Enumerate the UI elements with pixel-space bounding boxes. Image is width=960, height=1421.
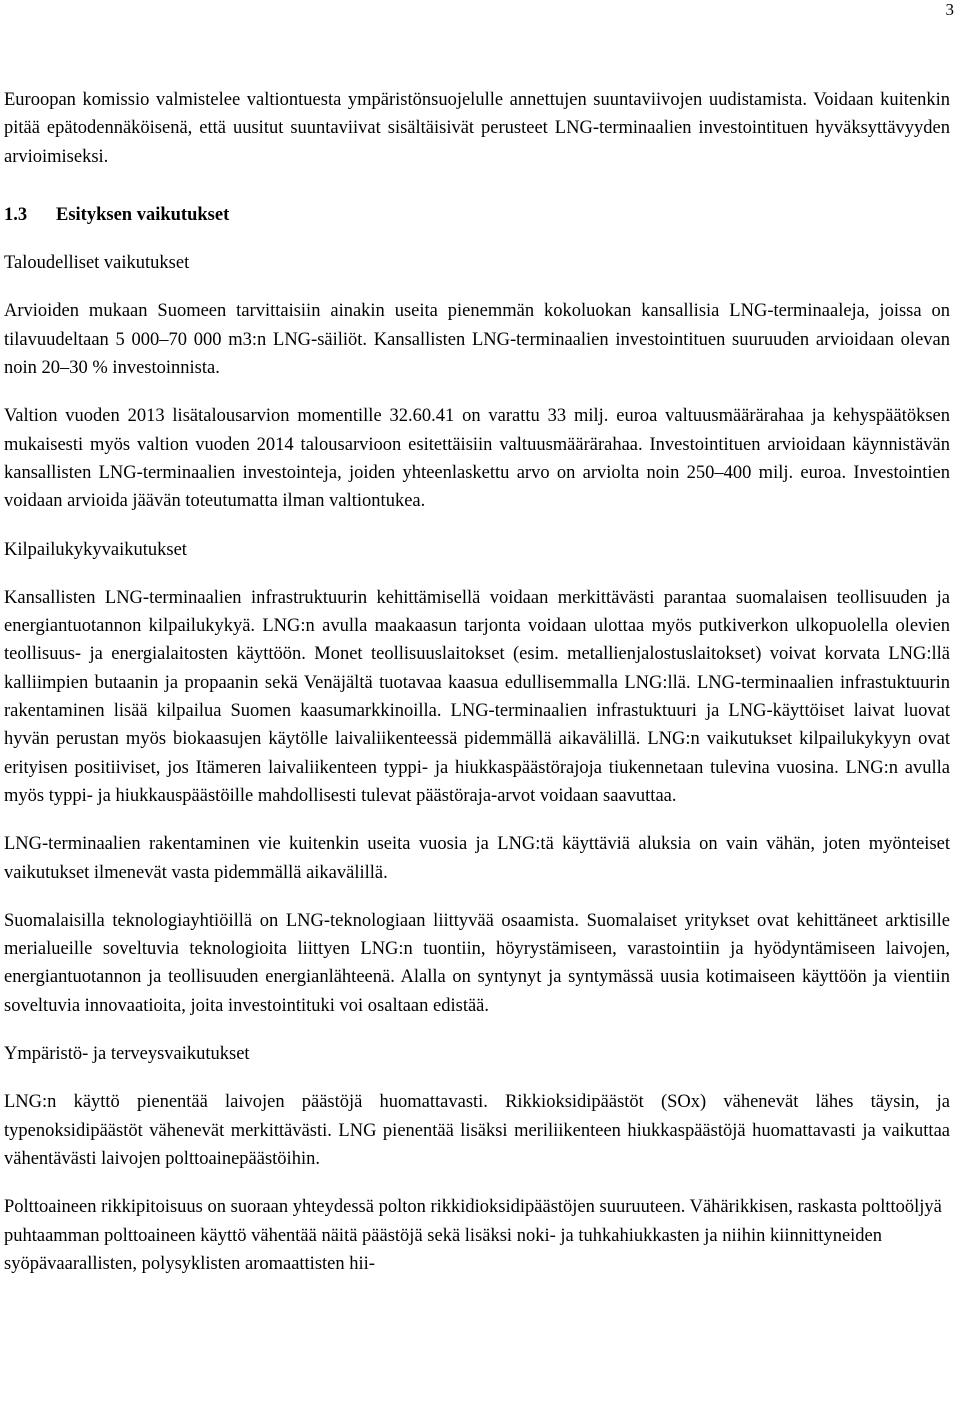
competitiveness-paragraph-1: Kansallisten LNG-terminaalien infrastruktuurin kehittämisellä voidaan merkittävästi parantaa suomalaisen teollisuuden ja energiantuotannon kilpailukykyä. LNG:n avulla maakaasun tarjonta voidaan ulottaa myös putkiverkon ulkopuolella olevien teollisuus- ja energialaitosten käyttöön. Monet teollisuuslaitokset (esim. metallienjalostuslaitokset) voivat korvata LNG:llä kalliimpien butaanin ja propaanin sekä Venäjältä tuotavaa kaasua edullisemmalla LNG:llä. LNG-terminaalien infrastuktuurin rakentaminen lisää kilpailua Suomen kaasumarkkinoilla. LNG-terminaalien infrastuktuuri ja LNG-käyttöiset laivat luovat hyvän perustan myös biokaasujen käytölle laivaliikenteessä pidemmällä aikavälillä. LNG:n vaikutukset kilpailukykyyn ovat erityisen positiiviset, jos Itämeren laivaliikenteen typpi- ja hiukkaspäästörajoja tiukennetaan tulevina vuosina. LNG:n avulla myös typpi- ja hiukkauspäästöille mahdollisesti tulevat päästöraja-arvot voidaan saavuttaa. xyxy=(4,587,950,806)
environment-paragraph-2: Polttoaineen rikkipitoisuus on suoraan yhteydessä polton rikkidioksidipäästöjen suuruuteen. Vähärikkisen, raskasta polttoöljyä puhtaamman polttoaineen käyttö vähentää näitä päästöjä sekä lisäksi noki- ja tuhkahiukkasten ja niihin kiinnittyneiden syöpävaarallisten, polysyklisten aromaattisten hii- xyxy=(4,1197,942,1274)
environment-paragraph-1: LNG:n käyttö pienentää laivojen päästöjä huomattavasti. Rikkioksidipäästöt (SOx) vähenevät lähes täysin, ja typenoksidipäästöt vähenevät merkittävästi. LNG pienentää lisäksi meriliikenteen hiukkaspäästöjä huomattavasti ja vaikuttaa vähentävästi laivojen polttoainepäästöihin. xyxy=(4,1092,950,1169)
competitiveness-paragraph-3: Suomalaisilla teknologiayhtiöillä on LNG-teknologiaan liittyvää osaamista. Suomalaiset yritykset ovat kehittäneet arktisille merialueille soveltuvia teknologioita liittyen LNG:n tuontiin, höyrystämiseen, varastointiin ja hyödyntämiseen laivojen, energiantuotannon ja teollisuuden energianlähteenä. Alalla on syntynyt ja syntymässä uusia kotimaiseen käyttöön ja vientiin soveltuvia innovaatioita, joita investointituki voi osaltaan edistää. xyxy=(4,910,950,1016)
section-heading xyxy=(4,201,950,229)
section-number: 1.3 xyxy=(4,204,28,225)
document-body xyxy=(4,86,950,1298)
environment-health-heading: Ympäristö- ja terveysvaikutukset xyxy=(4,1044,250,1065)
competitiveness-heading: Kilpailukykyvaikutukset xyxy=(4,539,187,560)
section-title: Esityksen vaikutukset xyxy=(56,204,230,225)
economic-paragraph-2: Valtion vuoden 2013 lisätalousarvion momentille 32.60.41 on varattu 33 milj. euroa valtuusmäärärahaa ja kehyspäätöksen mukaisesti myös valtion vuoden 2014 talousarvioon esitettäisiin valtuusmäärärahaa. Investointituen arvioidaan käynnistävän kansallisten LNG-terminaalien investointeja, joiden yhteenlaskettu arvo on arviolta noin 250–400 milj. euroa. Investointien voidaan arvioida jäävän toteutumatta ilman valtiontukea. xyxy=(4,406,950,512)
economic-paragraph-1: Arvioiden mukaan Suomeen tarvittaisiin ainakin useita pienemmän kokoluokan kansallisia LNG-terminaaleja, joissa on tilavuudeltaan 5 000–70 000 m3:n LNG-säiliöt. Kansallisten LNG-terminaalien investointituen suuruuden arvioidaan olevan noin 20–30 % investoinnista. xyxy=(4,301,950,379)
page-number: 3 xyxy=(945,0,954,19)
competitiveness-paragraph-2: LNG-terminaalien rakentaminen vie kuitenkin useita vuosia ja LNG:tä käyttäviä aluksia on vain vähän, joten myönteiset vaikutukset ilmenevät vasta pidemmällä aikavälillä. xyxy=(4,834,950,883)
intro-paragraph: Euroopan komissio valmistelee valtiontuesta ympäristönsuojelulle annettujen suuntaviivojen uudistamista. Voidaan kuitenkin pitää epätodennäköisenä, että uusitut suuntaviivat sisältäisivät perusteet LNG-terminaalien investointituen hyväksyttävyyden arvioimiseksi. xyxy=(4,90,950,167)
economic-impacts-heading: Taloudelliset vaikutukset xyxy=(4,253,190,274)
